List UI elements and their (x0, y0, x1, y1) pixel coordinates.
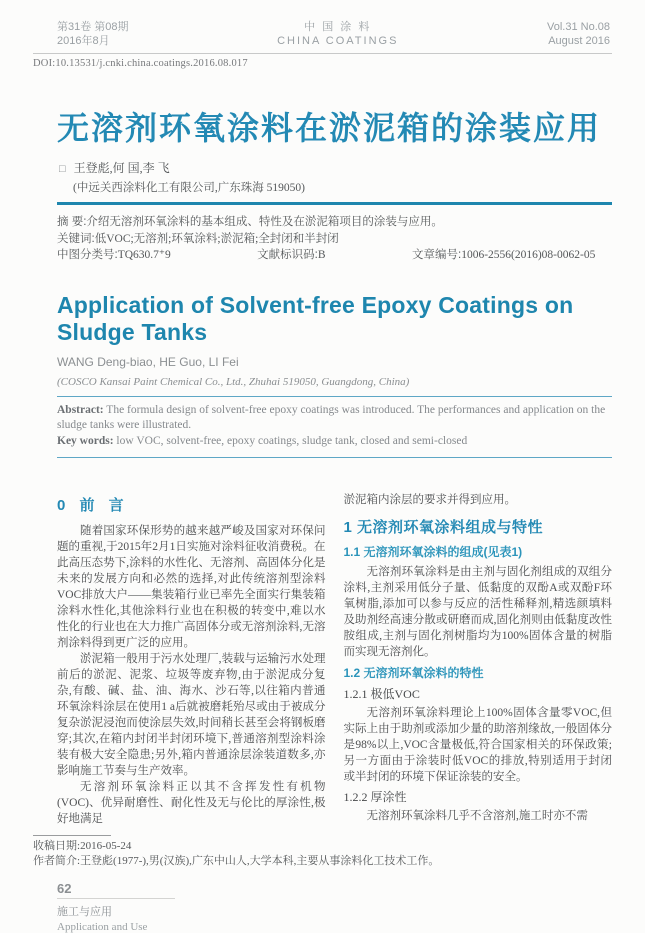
authors-cn-row (33, 159, 612, 176)
abstract-bottom-divider (57, 457, 612, 458)
paragraph-continuation: 淤泥箱内涂层的要求并得到应用。 (343, 494, 516, 506)
paragraph: 无溶剂环氧涂料是由主剂与固化剂组成的双组分涂料,主剂采用低分子量、低黏度的双酚A或双酚F环氧树脂,添加可以参与反应的活性稀释剂,精选颜填料及助剂经高速分散或研磨而成,固化剂则由低黏度改性胺组成,主剂与固化剂树脂均为100%固体含量的树脂而实现无溶剂化。 (343, 566, 612, 658)
abstract-cn-text: 介绍无溶剂环氧涂料的基本组成、特性及在淤泥箱项目的涂装与应用。 (86, 216, 443, 228)
section-heading-1-2-1: 1.2.1 极低VOC (343, 687, 420, 701)
abstract-cn-block (33, 214, 612, 264)
keywords-cn-label: 关键词: (57, 232, 95, 245)
date-cn: 2016年8月 (57, 35, 110, 47)
header-divider (33, 53, 612, 54)
author-bio-row (33, 854, 612, 869)
affiliation-en: (COSCO Kansai Paint Chemical Co., Ltd., Zhuhai 519050, Guangdong, China) (57, 375, 410, 388)
doc-code-item (257, 247, 325, 264)
section-heading-1: 1 无溶剂环氧涂料组成与特性 (343, 519, 544, 536)
abstract-cn-row (57, 214, 612, 231)
footer-section-cn: 施工与应用 (57, 906, 112, 918)
doc-code-value: B (317, 249, 326, 261)
keywords-en-row (57, 434, 612, 450)
journal-name (277, 20, 398, 48)
paragraph: 无溶剂环氧涂料几乎不含溶剂,施工时亦不需 (366, 810, 588, 822)
header-issue-info (57, 20, 129, 48)
journal-name-cn: 中 国 涂 料 (304, 21, 372, 33)
article-title-en: Application of Solvent-free Epoxy Coatings on Sludge Tanks (57, 291, 574, 345)
journal-name-en: CHINA COATINGS (277, 35, 399, 47)
abstract-en-text: The formula design of solvent-free epoxy coatings was introduced. The performances and application on the sludge tanks were illustrated. (57, 403, 606, 431)
affiliation-cn: (中远关西涂料化工有限公司,广东珠海 519050) (73, 182, 305, 194)
abstract-en-row (57, 403, 612, 434)
right-column (344, 492, 613, 827)
page-footer (33, 881, 612, 933)
english-block (33, 292, 612, 459)
footnote-block (33, 835, 612, 869)
section-heading-1-2: 1.2 无溶剂环氧涂料的特性 (343, 666, 484, 680)
classification-row (57, 247, 595, 264)
paragraph: 淤泥箱一般用于污水处理厂,装载与运输污水处理前后的淤泥、泥浆、垃圾等废弃物,由于淤泥成分复杂,有酸、碱、盐、油、海水、沙石等,以往箱内普通环氧涂料涂层在使用1 a后就被磨耗殆尽或由于被成分复杂淤泥浸泡而使涂层失效,时间稍长甚至会将钢板磨穿;其次,在箱内封闭半封闭环境下,普通溶剂型涂料涂装有极大安全隐患;另外,箱内普通涂层涂装道数多,亦影响施工节奏与生产效率。 (57, 653, 326, 777)
author-bio-label: 作者简介: (33, 855, 81, 867)
doi-text: DOI:10.13531/j.cnki.china.coatings.2016.08.017 (33, 58, 248, 69)
author-bio-value: 王登彪(1977-),男(汉族),广东中山人,大学本科,主要从事涂料化工技术工作。 (80, 855, 440, 867)
title-divider (57, 202, 612, 205)
body-columns (33, 492, 612, 827)
received-date-value: 2016-05-24 (80, 840, 132, 852)
authors-cn: 王登彪,何 国,李 飞 (73, 161, 170, 175)
abstract-en-label: Abstract: (57, 403, 104, 416)
author-marker-icon: □ (59, 163, 66, 175)
section-heading-1-1: 1.1 无溶剂环氧涂料的组成(见表1) (343, 545, 523, 559)
footer-section-en: Application and Use (57, 921, 148, 933)
volume-issue-en: Vol.31 No.08 (547, 21, 610, 33)
keywords-en-text: low VOC, solvent-free, epoxy coatings, sludge tank, closed and semi-closed (116, 434, 468, 447)
keywords-cn-row (57, 231, 612, 248)
paragraph: 随着国家环保形势的越来越严峻及国家对环保问题的重视,于2015年2月1日实施对涂料征收消费税。在此高压态势下,涂料的水性化、无溶剂、高固体分化是未来的发展方向和必然的选择,对此传统溶剂型涂料VOC排放大户——集装箱行业已率先全面实行集装箱涂料水性化,其他涂料行业也在积极的转变中,难以水性化的行业也在大力推广高固体分或无溶剂涂料,无溶剂涂料得到更广泛的应用。 (57, 525, 326, 649)
paragraph: 无溶剂环氧涂料理论上100%固体含量零VOC,但实际上由于助剂或添加少量的助溶剂缘故,一般固体分是98%以上,VOC含量极低,符合国家相关的环保政策;另一方面由于涂装时低VOC的排放,特别适用于封闭或半封闭的环境下保证涂装的安全。 (343, 707, 612, 783)
left-column (57, 492, 326, 827)
article-id-item (412, 247, 595, 264)
section-heading-1-2-2: 1.2.2 厚涂性 (343, 790, 407, 804)
clc-label: 中图分类号: (57, 249, 118, 261)
keywords-cn-text: 低VOC;无溶剂;环氧涂料;淤泥箱;全封闭和半封闭 (94, 232, 339, 245)
authors-en: WANG Deng-biao, HE Guo, LI Fei (57, 354, 239, 369)
paragraph: 无溶剂环氧涂料正以其不含挥发性有机物(VOC)、优异耐磨性、耐化性及无与伦比的厚涂性,极好地满足 (57, 781, 326, 825)
journal-header (33, 20, 612, 48)
footer-divider (57, 898, 175, 899)
article-id-value: 1006-2556(2016)08-0062-05 (461, 249, 596, 261)
footnote-divider (33, 835, 111, 836)
section-heading-0: 0 前 言 (57, 497, 129, 514)
article-id-label: 文章编号: (411, 249, 462, 261)
abstract-cn-label: 摘 要: (57, 216, 87, 228)
volume-issue-cn: 第31卷 第08期 (57, 21, 129, 33)
keywords-en-label: Key words: (57, 434, 114, 447)
header-issue-info-en (547, 20, 610, 48)
clc-item (57, 247, 171, 264)
date-en: August 2016 (548, 35, 610, 47)
article-title-cn: 无溶剂环氧涂料在淤泥箱的涂装应用 (57, 110, 602, 146)
received-date-row (33, 839, 612, 854)
doc-code-label: 文献标识码: (257, 249, 318, 261)
received-date-label: 收稿日期: (33, 840, 81, 852)
page-number: 62 (57, 881, 72, 896)
abstract-en-block (57, 403, 612, 450)
clc-value: TQ630.7⁺9 (117, 249, 171, 261)
abstract-top-divider (57, 396, 612, 397)
